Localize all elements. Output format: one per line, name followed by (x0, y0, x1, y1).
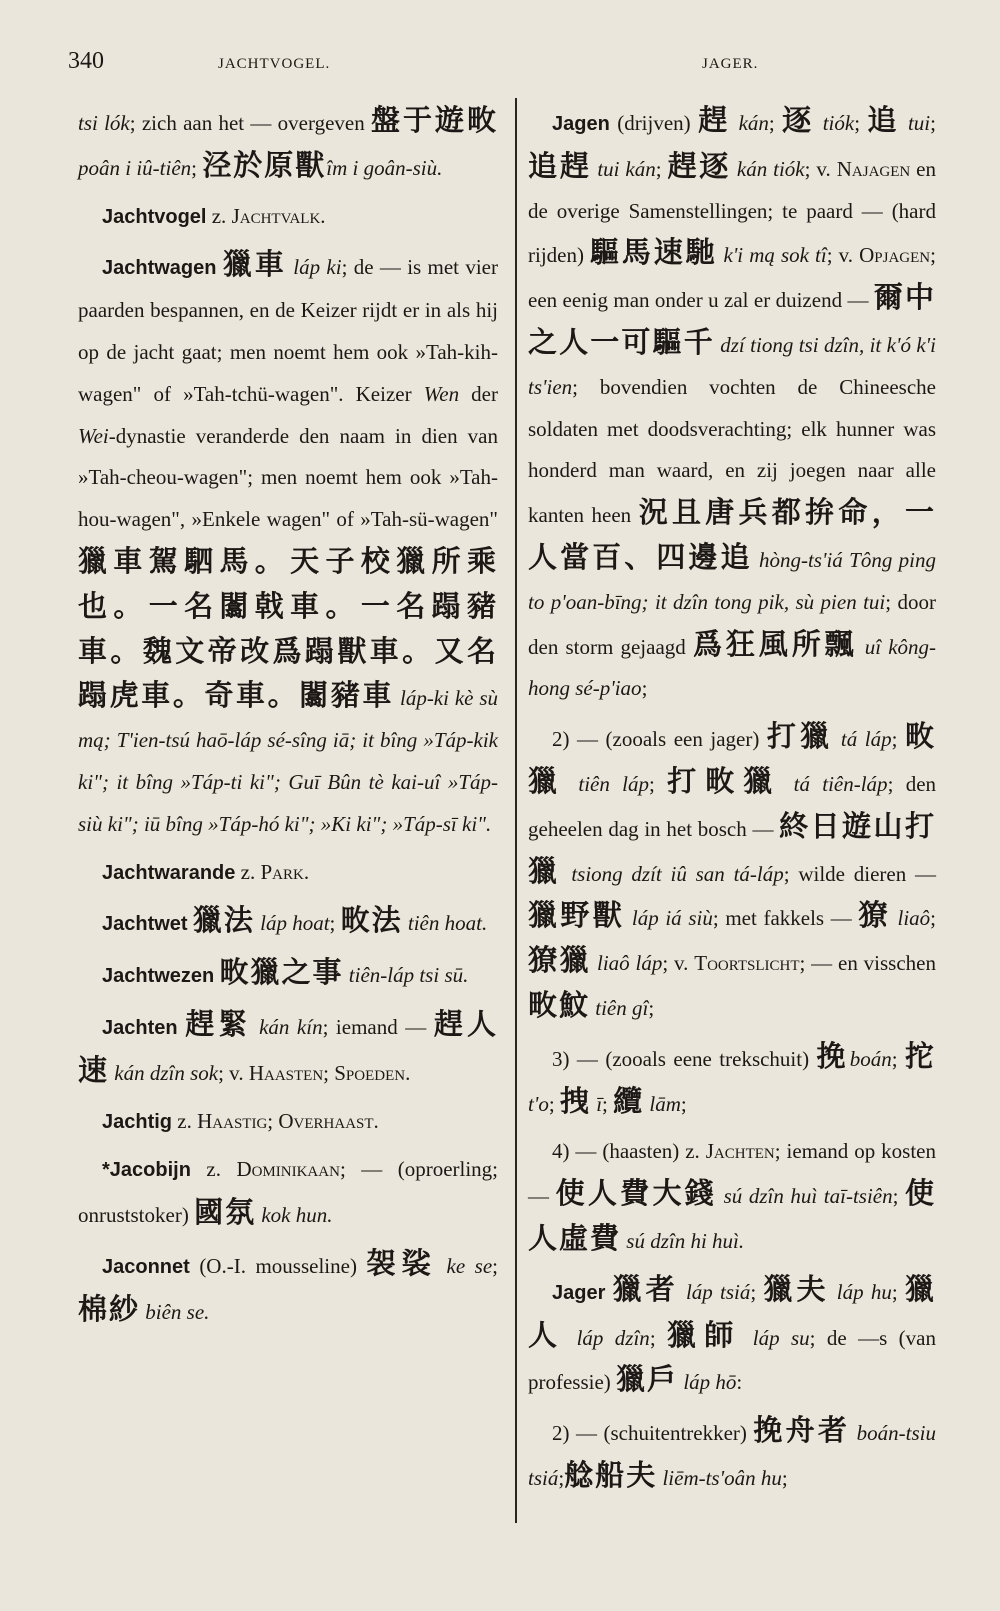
entry-continuation: tsi lók; zich aan het — overgeven 盤于遊畋poân i iû-tiên; 泾於原獸îm i goân-siù. (78, 103, 498, 182)
entry-jachtwezen: Jachtwezen 畋獵之事 tiên-láp tsi sū. (102, 955, 469, 990)
left-column (78, 100, 498, 1340)
left-running-head: JACHTVOGEL. (218, 56, 331, 72)
entry-jachtig: Jachtig z. Haastig; Overhaast. (102, 1108, 379, 1133)
entry-jacobijn: *Jacobijn z. Dominikaan; — (oproerling; onruststoker) 國氛 kok hun. (78, 1157, 499, 1230)
entry-jachtvogel: Jachtvogel z. Jachtvalk. (102, 203, 326, 228)
sense-2-jager: 2) — (schuitentrekker) 挽舟者 boán-tsiu tsiá;艌船夫 liēm-ts'oân hu; (528, 1413, 936, 1492)
page-number: 340 (68, 48, 104, 74)
page-header (60, 48, 940, 78)
entry-jaconnet: Jaconnet (O.-I. mousseline) 袈裟 ke se; 棉紗 biên se. (78, 1245, 498, 1326)
sense-2-jagen: 2) — (zooals een jager) 打獵 tá láp; 畋獵 tiên láp; 打畋獵 tá tiên-láp; den geheelen dag in het bosch — 終日遊山打獵 tsiong dzít iû san tá-láp; wilde dieren — 獵野獸 láp iá siù; met fakkels — 獠 liaô; 獠獵 liaô láp; v. Toortslicht; — en visschen 畋魰 tiên gî; (528, 719, 937, 1022)
entry-jager: Jager 獵者 láp tsiá; 獵夫 láp hu; 獵人 láp dzîn; 獵師 láp su; de —s (van professie) 獵戶 láp hō: (528, 1271, 937, 1397)
sense-3-jagen: 3) — (zooals eene trekschuit) 挽boán; 拕 t'o; 拽 ī; 纜 lām; (528, 1038, 936, 1118)
entry-jachtwarande: Jachtwarande z. Park. (102, 859, 310, 884)
column-divider (515, 98, 517, 1523)
entry-jachtwet: Jachtwet 獵法 láp hoat; 畋法 tiên hoat. (102, 903, 488, 938)
entry-jachten: Jachten 趕緊 kán kín; iemand — 趕人速 kán dzîn sok; v. Haasten; Spoeden. (78, 1006, 498, 1087)
right-column (528, 100, 936, 1506)
right-running-head: JAGER. (702, 56, 759, 72)
entry-jachtwagen: Jachtwagen 獵車 láp ki; de — is met vier paarden bespannen, en de Keizer rijdt er in als hij op de jacht gaat; men noemt hem ook »Tah-kih-wagen" of »Tah-tchü-wagen". Keizer Wen der Wei-dynastie veranderde den naam in dien van »Tah-cheou-wagen"; men noemt hem ook »Tah-hou-wagen", »Enkele wagen" of »Tah-sü-wagen" 獵車駕駟馬。天子校獵所乘也。一名闟戟車。一名蹋豬車。魏文帝改爲蹋獸車。又名蹋虎車。奇車。闟豬車 láp-ki kè sù mą; T'ien-tsú haō-láp sé-sîng iā; it bîng »Táp-kik ki"; it bîng »Táp-ti ki"; Guī Bûn tè kai-uî »Táp-siù ki"; iū bîng »Táp-hó ki"; »Ki ki"; »Táp-sī ki". (78, 247, 499, 836)
entry-jagen: Jagen (drijven) 趕 kán; 逐 tiók; 追 tui; 追趕 tui kán; 趕逐 kán tiók; v. Najagen en de overige Samenstellingen; te paard — (hard rijden) 驅馬速馳 k'i mą sok tî; v. Opjagen; een eenig man onder u zal er duizend — 爾中之人一可驅千 dzí tiong tsi dzîn, it k'ó k'i ts'ien; bovendien vochten de Chineesche soldaten met doodsverachting; elk hunner was honderd man waard, en zij joegen naar alle kanten heen 況且唐兵都拚命，一人當百、四邊追 hòng-ts'iá Tông ping to p'oan-bīng; it dzîn tong pik, sù pien tui; door den storm gejaagd 爲狂風所飄 uî kông-hong sé-p'iao; (528, 103, 937, 701)
sense-4-jagen: 4) — (haasten) z. Jachten; iemand op kosten — 使人費大錢 sú dzîn huì taī-tsiên; 使人虛費 sú dzîn hi huì. (528, 1139, 937, 1255)
